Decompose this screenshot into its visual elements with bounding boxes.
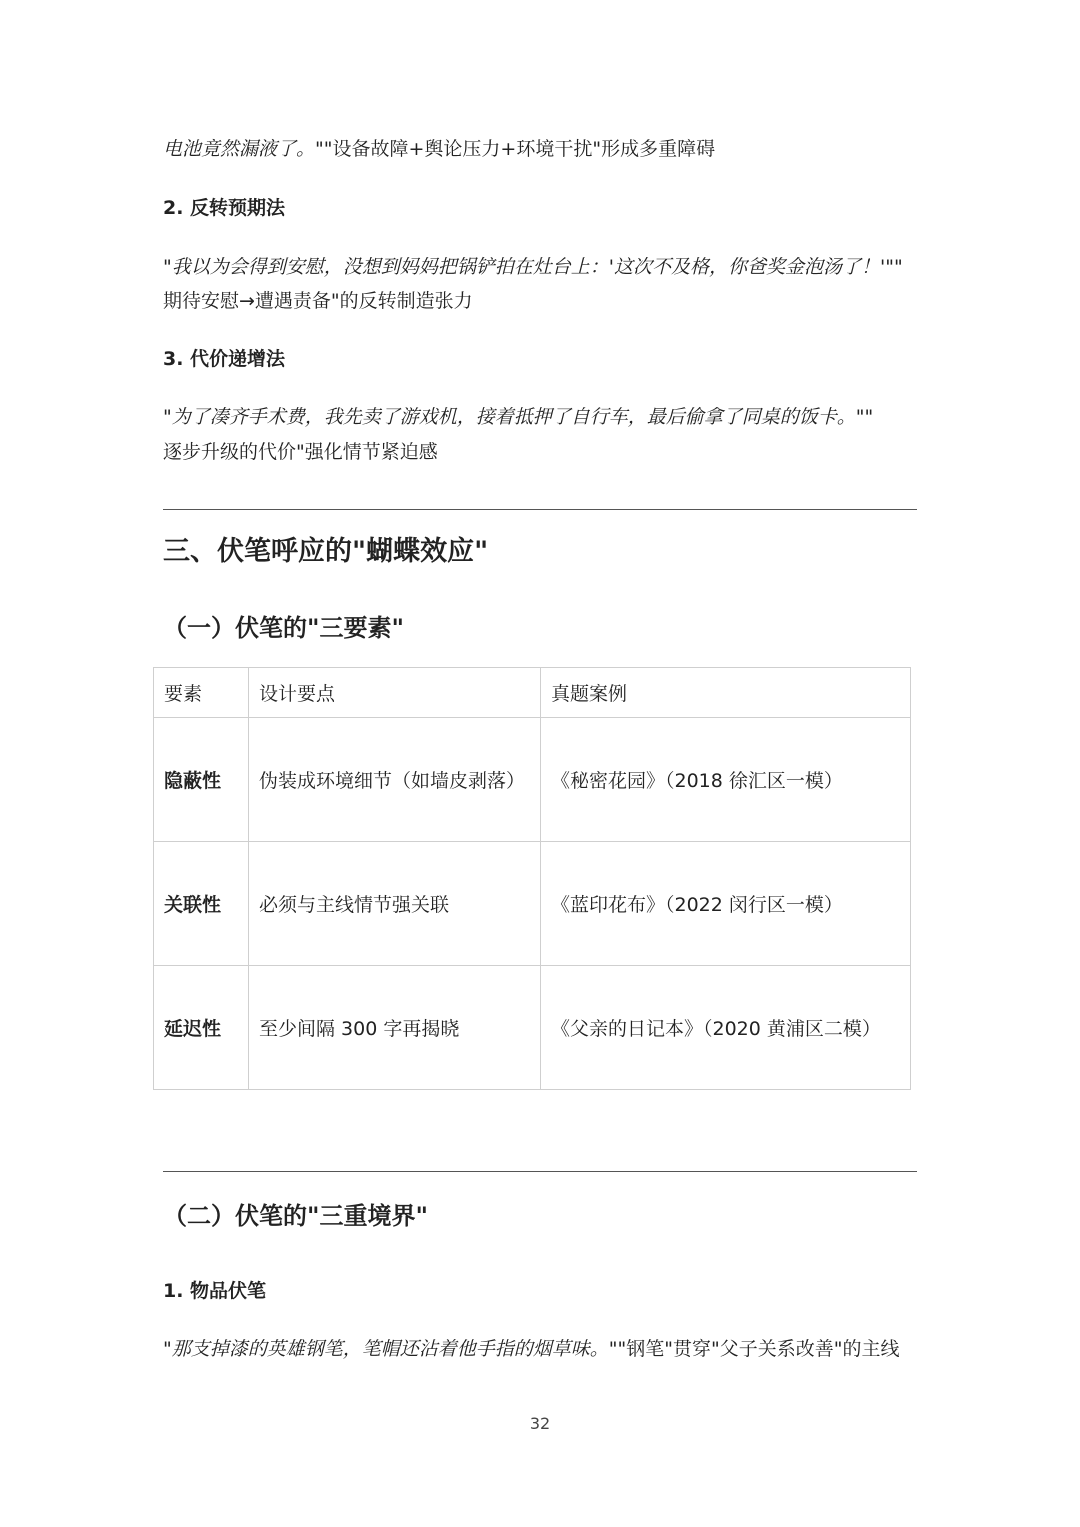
quote-line — [163, 1338, 899, 1360]
table-cell-element: 隐蔽性 — [154, 718, 249, 842]
table-row — [154, 718, 911, 842]
table-cell-design: 伪装成环境细节（如墙皮剥落） — [249, 718, 541, 842]
table-header-row — [154, 668, 911, 718]
table-row — [154, 842, 911, 966]
divider — [163, 509, 917, 510]
comment-line: 期待安慰→遭遇责备"的反转制造张力 — [163, 290, 473, 312]
quote-line — [163, 406, 873, 428]
divider — [163, 1171, 917, 1172]
table-cell-case: 《父亲的日记本》（2020 黄浦区二模） — [541, 966, 911, 1090]
table-cell-element: 延迟性 — [154, 966, 249, 1090]
subsection-title: （二）伏笔的"三重境界" — [163, 1202, 429, 1230]
method-heading-cost: 3. 代价递增法 — [163, 348, 286, 370]
table-header-cell: 要素 — [154, 668, 249, 718]
table-header-cell: 设计要点 — [249, 668, 541, 718]
table-row — [154, 966, 911, 1090]
comment-marker: " — [864, 406, 874, 428]
method-heading-reverse: 2. 反转预期法 — [163, 197, 286, 219]
comment-line: 逐步升级的代价"强化情节紧迫感 — [163, 441, 438, 463]
quote-text: 电池竟然漏液了。" — [163, 138, 324, 160]
continuation-line — [163, 138, 715, 160]
item-heading: 1. 物品伏笔 — [163, 1280, 267, 1302]
table-cell-case: 《秘密花园》（2018 徐汇区一模） — [541, 718, 911, 842]
quote-line — [163, 256, 903, 278]
elements-table — [153, 667, 911, 1090]
comment-text: "钢笔"贯穿"父子关系改善"的主线 — [617, 1338, 900, 1360]
page-number: 32 — [529, 1414, 551, 1433]
table-cell-case: 《蓝印花布》（2022 闵行区一模） — [541, 842, 911, 966]
quote-text: "我以为会得到安慰，没想到妈妈把锅铲拍在灶台上：'这次不及格，你爸奖金泡汤了！'" — [163, 256, 894, 278]
comment-text: "设备故障+舆论压力+环境干扰"形成多重障碍 — [323, 138, 716, 160]
table-cell-design: 至少间隔 300 字再揭晓 — [249, 966, 541, 1090]
comment-marker: " — [893, 256, 903, 278]
table-header-cell: 真题案例 — [541, 668, 911, 718]
table-cell-design: 必须与主线情节强关联 — [249, 842, 541, 966]
quote-text: "那支掉漆的英雄钢笔，笔帽还沾着他手指的烟草味。" — [163, 1338, 618, 1360]
table-cell-element: 关联性 — [154, 842, 249, 966]
section-title: 三、伏笔呼应的"蝴蝶效应" — [163, 536, 489, 567]
quote-text: "为了凑齐手术费，我先卖了游戏机，接着抵押了自行车，最后偷拿了同桌的饭卡。" — [163, 406, 865, 428]
subsection-title: （一）伏笔的"三要素" — [163, 614, 405, 642]
